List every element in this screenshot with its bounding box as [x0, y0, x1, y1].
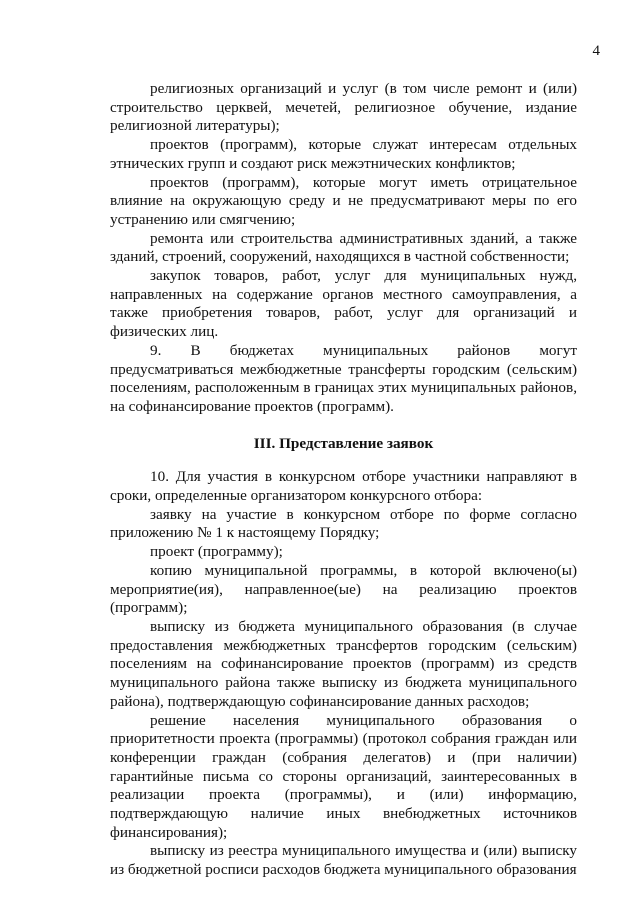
paragraph-item-9: 9. В бюджетах муниципальных районов могут предусматриваться межбюджетные трансферты городским (сельским) поселениям, расположенным в границах этих муниципальных районов, на софинансирование проектов (программ).	[110, 341, 577, 415]
paragraph-environment-projects: проектов (программ), которые могут иметь отрицательное влияние на окружающую среду и не предусматривают меры по его устранению или смягчению;	[110, 173, 577, 228]
section-heading: III. Представление заявок	[253, 434, 434, 452]
document-body	[110, 80, 577, 880]
paragraph-item-10: 10. Для участия в конкурсном отборе участники направляют в сроки, определенные организатором конкурсного отбора:	[110, 468, 577, 505]
paragraph-project: проект (программу);	[150, 543, 283, 561]
paragraph-administrative-buildings: ремонта или строительства административных зданий, а также зданий, строений, сооружений, находящихся в частной собственности;	[110, 229, 577, 266]
paragraph-ethnic-projects: проектов (программ), которые служат интересам отдельных этнических групп и создают риск межэтнических конфликтов;	[110, 136, 577, 172]
paragraph-municipal-procurement: закупок товаров, работ, услуг для муниципальных нужд, направленных на содержание органов местного самоуправления, а также приобретения товаров, работ, услуг для организаций и физических лиц.	[110, 267, 577, 341]
paragraph-budget-extract: выписку из бюджета муниципального образования (в случае предоставления межбюджетных трансфертов городским (сельским) поселениям на софинансирование проектов (программ) из средств муниципального района также выписку из бюджета муниципального района), подтверждающую софинансирование данных расходов;	[110, 617, 577, 710]
paragraph-municipal-program-copy: копию муниципальной программы, в которой включено(ы) мероприятие(ия), направленное(ые) на реализацию проектов (программ);	[110, 561, 577, 617]
paragraph-religious-organizations: религиозных организаций и услуг (в том числе ремонт и (или) строительство церквей, мечетей, религиозное обучение, издание религиозной литературы);	[110, 80, 577, 135]
paragraph-application: заявку на участие в конкурсном отборе по форме согласно приложению № 1 к настоящему Порядку;	[110, 505, 577, 542]
paragraph-population-decision: решение населения муниципального образования о приоритетности проекта (программы) (протокол собрания граждан или конференции граждан (собрания делегатов) и (при наличии) гарантийные письма со стороны организаций, заинтересованных в реализации проекта (программы), и (или) информацию, подтверждающую наличие иных внебюджетных источников финансирования);	[110, 711, 577, 841]
page-number: 4	[592, 43, 600, 59]
paragraph-property-register-extract: выписку из реестра муниципального имущества и (или) выписку из бюджетной росписи расходов бюджета муниципального образования	[110, 842, 577, 879]
